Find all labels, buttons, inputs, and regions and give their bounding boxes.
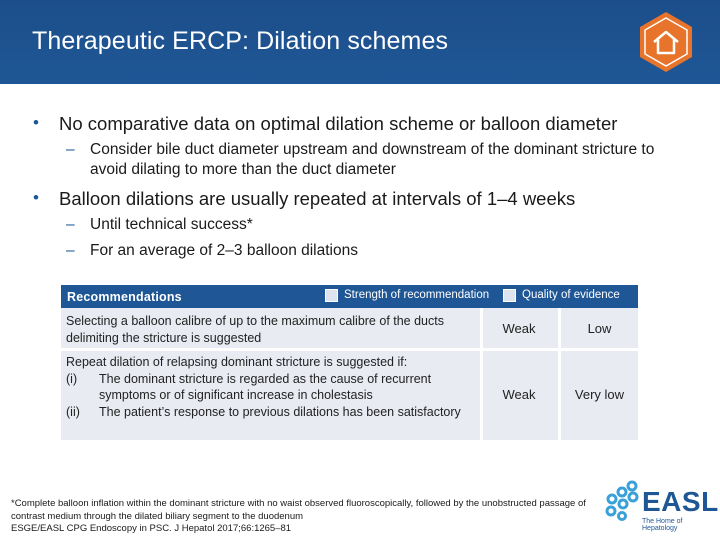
bullet-dot: • <box>33 113 39 132</box>
logo-tagline: The Home of Hepatology <box>642 518 683 532</box>
bullet-text: No comparative data on optimal dilation scheme or balloon diameter <box>59 113 618 134</box>
list-number: (ii) <box>66 404 80 419</box>
sub-bullet-item <box>66 241 690 261</box>
sub-bullet-dash: – <box>66 141 75 158</box>
home-button[interactable] <box>635 11 697 73</box>
logo-mark-icon <box>602 480 642 522</box>
list-item <box>66 404 476 421</box>
bullet-dot: • <box>33 188 39 207</box>
list-item <box>66 371 476 404</box>
strength-legend-swatch <box>325 289 338 302</box>
quality-legend-label: Quality of evidence <box>522 289 620 301</box>
recommendation-intro: Repeat dilation of relapsing dominant stricture is suggested if: <box>66 355 408 369</box>
quality-legend-swatch <box>503 289 516 302</box>
quality-value: Low <box>587 321 612 336</box>
recommendation-row <box>61 308 638 348</box>
sub-bullet-text: Until technical success* <box>90 216 253 233</box>
footnote-definition: *Complete balloon inflation within the dominant stricture with no waist observed fluoroscopically, followed by the unobstructed passage of contrast medium through the dilated biliary segment to the duodenum <box>11 498 586 522</box>
strength-value: Weak <box>502 387 536 402</box>
bullet-item <box>33 188 699 210</box>
slide-title: Therapeutic ERCP: Dilation schemes <box>32 27 449 55</box>
recommendations-title: Recommendations <box>67 290 182 304</box>
footnote <box>11 498 591 536</box>
sub-bullet-text: Consider bile duct diameter upstream and downstream of the dominant stricture to avoid dilating to more than the duct diameter <box>90 141 655 178</box>
home-icon <box>635 11 697 73</box>
strength-value: Weak <box>502 321 536 336</box>
quality-value: Very low <box>574 387 625 402</box>
easl-logo <box>602 472 719 532</box>
sub-bullet-text: For an average of 2–3 balloon dilations <box>90 242 358 259</box>
strength-legend-label: Strength of recommendation <box>344 289 490 301</box>
bullet-item <box>33 113 699 135</box>
bullet-text: Balloon dilations are usually repeated at intervals of 1–4 weeks <box>59 188 576 209</box>
sub-bullet-dash: – <box>66 216 75 233</box>
footnote-reference: ESGE/EASL CPG Endoscopy in PSC. J Hepatol 2017;66:1265–81 <box>11 523 292 534</box>
logo-wordmark: EASL <box>642 486 719 517</box>
list-number: (i) <box>66 371 78 386</box>
recommendation-text <box>66 354 476 420</box>
list-text: The dominant stricture is regarded as the cause of recurrent symptoms or of significant increase in cholestasis <box>99 371 432 402</box>
recommendations-table <box>61 285 638 440</box>
sub-bullet-dash: – <box>66 242 75 259</box>
recommendations-header <box>61 285 638 308</box>
recommendation-text: Selecting a balloon calibre of up to the maximum calibre of the ducts delimiting the stricture is suggested <box>66 314 444 345</box>
recommendation-row <box>61 351 638 440</box>
list-text: The patient’s response to previous dilations has been satisfactory <box>99 404 461 419</box>
sub-bullet-item <box>66 140 690 180</box>
sub-bullet-item <box>66 215 690 235</box>
